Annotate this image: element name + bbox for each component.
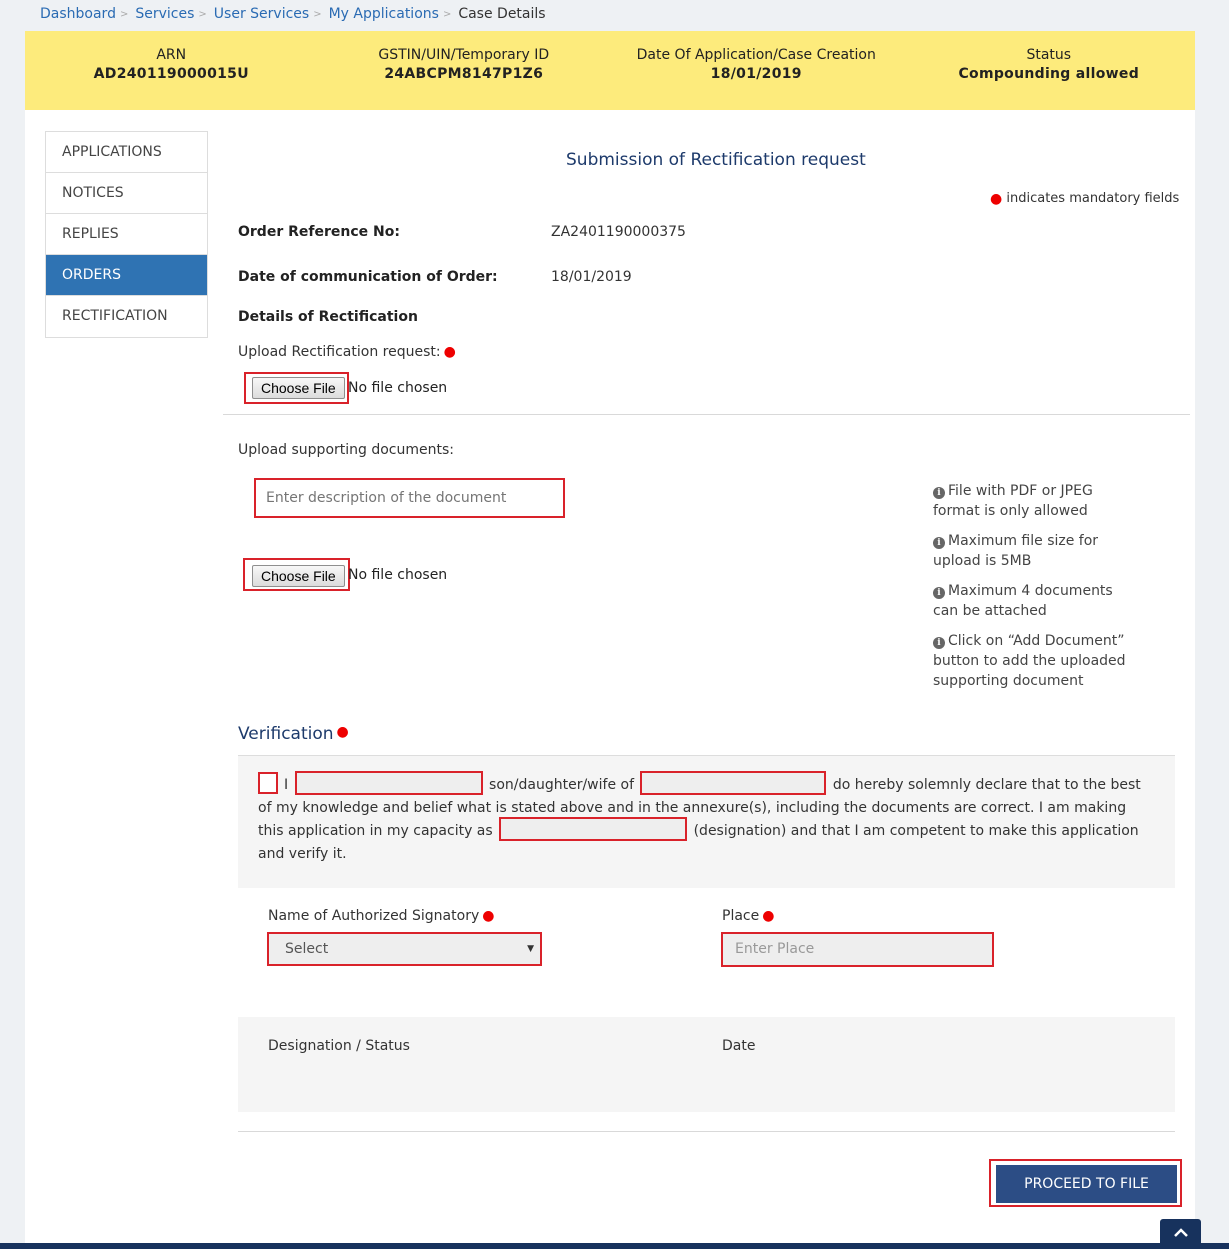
breadcrumb-separator-icon: >	[198, 8, 207, 20]
comm-date-value: 18/01/2019	[551, 269, 632, 285]
info-icon: i	[933, 637, 945, 649]
status-block	[903, 31, 1196, 110]
case-info-bar	[25, 31, 1195, 110]
designation-date-box	[238, 1017, 1175, 1112]
verification-heading: Verification	[238, 724, 334, 744]
upload-supporting-no-file-text: No file chosen	[348, 567, 448, 583]
document-description-input[interactable]	[254, 478, 565, 518]
hint-file-format: i File with PDF or JPEG format is only allowed	[933, 483, 1093, 519]
breadcrumb	[40, 4, 546, 24]
breadcrumb-separator-icon: >	[119, 8, 129, 20]
upload-request-no-file-text: No file chosen	[348, 380, 448, 396]
date-label: Date	[722, 1038, 756, 1054]
breadcrumb-my-applications[interactable]: My Applications	[328, 6, 439, 22]
caret-down-icon: ▼	[527, 944, 534, 954]
verification-declaration: I son/daughter/wife of do hereby solemnly declare that to the best of my knowledge and belief what is stated above and in the annexure(s), including the documents are correct. I am making this application in my capacity as (designation) and that I am competent to make this application and verify it.	[258, 774, 1148, 866]
verification-box	[238, 755, 1175, 888]
signatory-label: Name of Authorized Signatory	[268, 908, 480, 924]
hint-max-documents: i Maximum 4 documents can be attached	[933, 583, 1113, 619]
breadcrumb-current: Case Details	[458, 6, 546, 22]
upload-supporting-label: Upload supporting documents:	[238, 442, 455, 458]
info-icon: i	[933, 587, 945, 599]
proceed-to-file-button[interactable]: PROCEED TO FILE	[996, 1165, 1177, 1203]
place-label: Place	[722, 908, 760, 924]
designation-field[interactable]	[499, 817, 687, 841]
required-dot-icon: ●	[762, 908, 775, 924]
details-heading: Details of Rectification	[238, 309, 418, 325]
gstin-value: 24ABCPM8147P1Z6	[384, 66, 544, 82]
chevron-up-icon	[1172, 1225, 1190, 1239]
side-nav	[45, 131, 208, 338]
upload-supporting-choose-file-button[interactable]: Choose File	[252, 565, 345, 587]
verification-checkbox[interactable]	[258, 772, 278, 794]
order-ref-label: Order Reference No:	[238, 224, 400, 240]
verification-heading-wrap	[238, 724, 349, 744]
application-date-value: 18/01/2019	[710, 66, 802, 82]
designation-label: Designation / Status	[268, 1038, 410, 1054]
arn-label: ARN	[156, 47, 187, 63]
arn-value: AD240119000015U	[93, 66, 249, 82]
form-title: Submission of Rectification request	[566, 150, 866, 170]
hint-file-size: i Maximum file size for upload is 5MB	[933, 533, 1099, 569]
declarant-name-field[interactable]	[295, 771, 483, 795]
actions-divider	[238, 1131, 1175, 1132]
relation-name-field[interactable]	[640, 771, 826, 795]
place-input[interactable]	[721, 932, 994, 967]
place-placeholder: Enter Place	[735, 941, 815, 957]
mandatory-note	[990, 191, 1179, 207]
status-value: Compounding allowed	[958, 66, 1140, 82]
info-icon: i	[933, 487, 945, 499]
breadcrumb-separator-icon: >	[313, 8, 322, 20]
required-dot-icon: ●	[990, 191, 1003, 207]
signatory-select-value: Select	[285, 941, 329, 957]
upload-request-choose-file-button[interactable]: Choose File	[252, 377, 345, 399]
section-divider	[223, 414, 1190, 415]
footer-bar	[0, 1243, 1229, 1249]
arn-block	[25, 31, 318, 110]
nav-item-applications[interactable]: APPLICATIONS	[46, 132, 207, 173]
signatory-label-wrap	[268, 908, 494, 924]
main-panel	[25, 110, 1195, 1249]
required-dot-icon: ●	[336, 724, 349, 740]
nav-item-replies[interactable]: REPLIES	[46, 214, 207, 255]
status-label: Status	[1026, 47, 1072, 63]
nav-item-rectification[interactable]: RECTIFICATION	[62, 308, 168, 324]
hint-add-document: i Click on “Add Document” button to add the uploaded supporting document	[933, 633, 1126, 689]
required-dot-icon: ●	[482, 908, 495, 924]
order-ref-value: ZA2401190000375	[551, 224, 686, 240]
nav-item-orders[interactable]: ORDERS	[46, 255, 207, 296]
gstin-label: GSTIN/UIN/Temporary ID	[378, 47, 550, 63]
breadcrumb-services[interactable]: Services	[135, 6, 195, 22]
signatory-select[interactable]	[267, 932, 542, 966]
upload-request-label: Upload Rectification request:	[238, 344, 441, 360]
place-label-wrap	[722, 908, 774, 924]
info-icon: i	[933, 537, 945, 549]
gstin-block	[318, 31, 611, 110]
required-dot-icon: ●	[443, 344, 456, 360]
breadcrumb-user-services[interactable]: User Services	[213, 6, 310, 22]
breadcrumb-dashboard[interactable]: Dashboard	[40, 6, 116, 22]
scroll-to-top-button[interactable]	[1160, 1219, 1201, 1249]
upload-request-label-wrap	[238, 344, 456, 360]
application-date-label: Date Of Application/Case Creation	[636, 47, 876, 63]
nav-item-notices[interactable]: NOTICES	[46, 173, 207, 214]
breadcrumb-separator-icon: >	[442, 8, 452, 20]
comm-date-label: Date of communication of Order:	[238, 269, 498, 285]
mandatory-note-text: indicates mandatory fields	[1006, 191, 1180, 206]
application-date-block	[610, 31, 903, 110]
